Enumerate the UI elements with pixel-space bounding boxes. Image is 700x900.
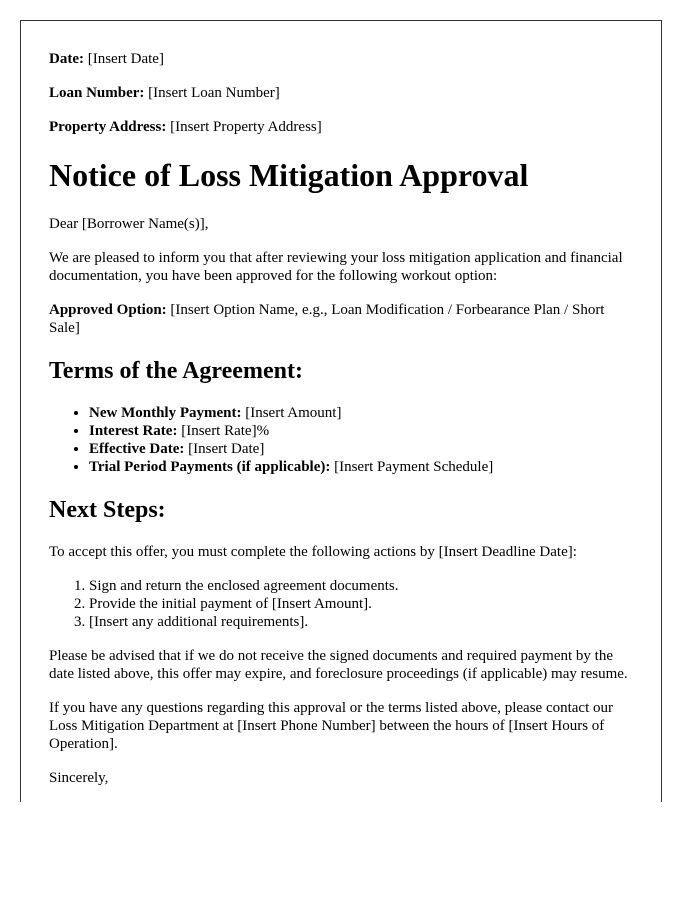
term-label: Effective Date: [89, 441, 185, 457]
terms-heading: Terms of the Agreement: [49, 358, 303, 384]
term-value: [Insert Payment Schedule] [334, 459, 494, 475]
warning-paragraph: Please be advised that if we do not receive the signed documents and required payment by the date listed above, this offer may expire, and foreclosure proceedings (if applicable) may resume. [49, 648, 628, 682]
property-address-label: Property Address: [49, 119, 167, 135]
list-item [89, 458, 633, 476]
approved-option-label: Approved Option: [49, 302, 167, 318]
next-steps-list [49, 577, 633, 631]
terms-list [49, 404, 633, 476]
property-address-value: [Insert Property Address] [170, 119, 322, 135]
term-value: [Insert Rate]% [181, 423, 270, 439]
next-steps-intro: To accept this offer, you must complete the following actions by [Insert Deadline Date]: [49, 544, 577, 560]
approved-option-value: [Insert Option Name, e.g., Loan Modification / Forbearance Plan / Short Sale] [49, 302, 605, 336]
term-value: [Insert Date] [188, 441, 265, 457]
loan-number-label: Loan Number: [49, 85, 145, 101]
term-label: Interest Rate: [89, 423, 178, 439]
term-value: [Insert Amount] [245, 405, 342, 421]
term-label: Trial Period Payments (if applicable): [89, 459, 331, 475]
list-item [89, 440, 633, 458]
property-address-line [49, 118, 633, 136]
list-item: 2. Provide the initial payment of [Insert Amount]. [89, 595, 633, 613]
list-item: 1. Sign and return the enclosed agreement documents. [89, 577, 633, 595]
closing: Sincerely, [49, 770, 109, 786]
page-title: Notice of Loss Mitigation Approval [49, 157, 529, 193]
loan-number-value: [Insert Loan Number] [148, 85, 280, 101]
date-line [49, 50, 633, 68]
list-item: 3. [Insert any additional requirements]. [89, 613, 633, 631]
next-steps-heading: Next Steps: [49, 497, 166, 523]
contact-paragraph: If you have any questions regarding this approval or the terms listed above, please contact our Loss Mitigation Department at [Insert Phone Number] between the hours of [Insert Hours of Operation]. [49, 700, 613, 752]
intro-paragraph: We are pleased to inform you that after reviewing your loss mitigation application and financial documentation, you have been approved for the following workout option: [49, 250, 623, 284]
list-item [89, 404, 633, 422]
letter-document [20, 20, 662, 802]
list-item [89, 422, 633, 440]
date-label: Date: [49, 51, 84, 67]
approved-option-line [49, 301, 633, 337]
loan-number-line [49, 84, 633, 102]
term-label: New Monthly Payment: [89, 405, 242, 421]
date-value: [Insert Date] [87, 51, 164, 67]
greeting: Dear [Borrower Name(s)], [49, 216, 209, 232]
